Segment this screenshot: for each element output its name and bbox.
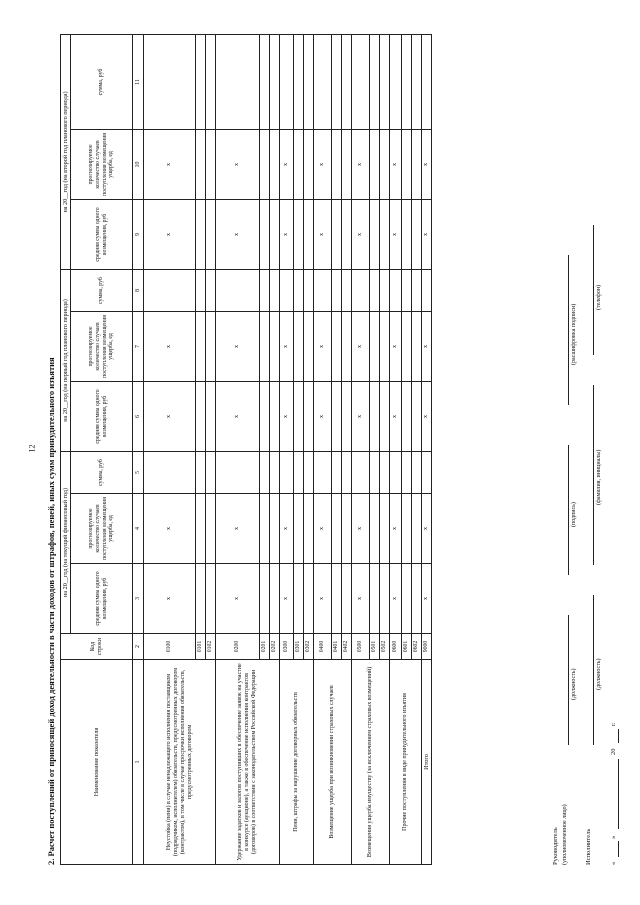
cell-x: x	[352, 494, 370, 564]
header-row-periods	[61, 34, 71, 864]
cell-x: x	[422, 494, 432, 564]
cell-empty[interactable]	[314, 269, 332, 311]
row-code: 0500	[352, 634, 370, 660]
signature-caption: (подпись)	[571, 502, 577, 527]
table-row	[280, 34, 294, 864]
date-year-prefix: 20	[610, 748, 617, 755]
col-num-6: 6	[133, 381, 144, 451]
cell-empty[interactable]	[144, 269, 196, 311]
header-qty-1: прогнозируемое количество случаев поступления возмещения ущерба, ед	[71, 494, 133, 564]
cell-empty[interactable]	[352, 34, 370, 129]
row-code: 0102	[206, 634, 216, 660]
page-number: 12	[27, 444, 37, 453]
column-numbers-row	[133, 34, 144, 864]
table-row	[216, 34, 260, 864]
cell-x: x	[390, 311, 402, 381]
header-code: Код строки	[61, 634, 133, 660]
phone-line[interactable]	[593, 225, 594, 355]
cell-x: x	[216, 129, 260, 199]
row-code: 0302	[304, 634, 314, 660]
table-row	[314, 34, 332, 864]
row-code: 0501	[370, 634, 380, 660]
cell-x: x	[280, 494, 294, 564]
position-caption: (должность)	[571, 668, 577, 700]
cell-x: x	[314, 494, 332, 564]
cell-x: x	[280, 199, 294, 269]
executor-position-caption: (должность)	[596, 658, 602, 690]
cell-x: x	[352, 199, 370, 269]
cell-empty[interactable]	[422, 34, 432, 129]
row-name: Возмещения ущерба имуществу (за исключением страховых возмещений)	[352, 660, 390, 865]
cell-x: x	[216, 199, 260, 269]
col-num-10: 10	[133, 129, 144, 199]
row-code: 0402	[342, 634, 352, 660]
date-open-quote: «	[610, 861, 617, 865]
row-code: 0400	[314, 634, 332, 660]
row-code: 0301	[294, 634, 304, 660]
col-num-4: 4	[133, 494, 144, 564]
cell-x: x	[422, 199, 432, 269]
cell-empty[interactable]	[280, 451, 294, 493]
cell-x: x	[216, 311, 260, 381]
cell-empty[interactable]	[144, 451, 196, 493]
row-code: 0300	[280, 634, 294, 660]
header-avg-3: средняя сумма одного возмещения, руб	[71, 199, 133, 269]
row-code: 0401	[332, 634, 342, 660]
header-period-second: на 20__год (на второй год планового периода)	[61, 34, 71, 269]
cell-empty[interactable]	[280, 269, 294, 311]
cell-x: x	[280, 381, 294, 451]
decoding-caption: (расшифровка подписи)	[571, 303, 577, 365]
cell-x: x	[144, 311, 196, 381]
signature-line[interactable]	[568, 445, 569, 575]
cell-x: x	[144, 381, 196, 451]
col-num-9: 9	[133, 199, 144, 269]
col-num-5: 5	[133, 451, 144, 493]
cell-empty[interactable]	[390, 269, 402, 311]
row-name: Удержание задатков и залогов поступивших в обеспечение заявок на участие в конкурсе (аукционе), а также в обеспечение исполнения контрактов (договоров) в соответствии с законодательством Российской Федерации	[216, 660, 280, 865]
table-row	[390, 34, 402, 864]
header-period-first: на 20__год (на первый год планового периода)	[61, 269, 71, 451]
row-code: 0202	[270, 634, 280, 660]
head-sublabel: (уполномоченное лицо)	[562, 804, 568, 865]
table-row	[144, 34, 196, 864]
col-num-8: 8	[133, 269, 144, 311]
cell-x: x	[390, 494, 402, 564]
cell-x: x	[314, 564, 332, 634]
col-num-11: 11	[133, 34, 144, 129]
executor-position-line[interactable]	[593, 595, 594, 745]
col-num-3: 3	[133, 564, 144, 634]
date-year-line[interactable]	[618, 729, 619, 743]
row-name: Пени, штрафы за нарушение договорных обязательств	[280, 660, 314, 865]
position-line[interactable]	[568, 615, 569, 745]
total-code: 9000	[422, 634, 432, 660]
cell-x: x	[422, 381, 432, 451]
cell-x: x	[280, 129, 294, 199]
table-row	[352, 34, 370, 864]
cell-empty[interactable]	[314, 451, 332, 493]
executor-label: Исполнитель	[585, 828, 592, 865]
col-num-2: 2	[133, 634, 144, 660]
total-label: Итого	[422, 660, 432, 865]
row-code: 0201	[260, 634, 270, 660]
cell-x: x	[390, 564, 402, 634]
col-num-7: 7	[133, 311, 144, 381]
header-qty-3: прогнозируемое количество случаев поступления возмещения ущерба, ед	[71, 129, 133, 199]
header-name: Наименование показателя	[61, 660, 133, 865]
cell-empty[interactable]	[216, 451, 260, 493]
row-code: 0100	[144, 634, 196, 660]
cell-x: x	[216, 494, 260, 564]
head-label: Руководитель	[552, 827, 559, 865]
cell-empty[interactable]	[352, 451, 370, 493]
cell-empty[interactable]	[280, 34, 294, 129]
cell-x: x	[314, 199, 332, 269]
cell-empty[interactable]	[390, 451, 402, 493]
cell-empty[interactable]	[144, 34, 196, 129]
header-avg-2: средняя сумма одного возмещения, руб	[71, 381, 133, 451]
cell-x: x	[144, 129, 196, 199]
cell-x: x	[352, 129, 370, 199]
date-month-line[interactable]	[618, 759, 619, 829]
cell-x: x	[390, 199, 402, 269]
cell-empty[interactable]	[422, 269, 432, 311]
fio-line[interactable]	[593, 385, 594, 565]
col-num-1: 1	[133, 660, 144, 865]
cell-x: x	[314, 311, 332, 381]
cell-x: x	[390, 381, 402, 451]
cell-x: x	[144, 564, 196, 634]
date-close-quote: »	[610, 835, 617, 839]
revenue-table	[60, 34, 432, 865]
cell-empty[interactable]	[390, 34, 402, 129]
date-day-line[interactable]	[618, 841, 619, 857]
cell-x: x	[216, 564, 260, 634]
cell-empty[interactable]	[314, 34, 332, 129]
row-code: 0601	[402, 634, 412, 660]
row-name: Возмещение ущерба при возникновении страховых случаев	[314, 660, 352, 865]
cell-x: x	[280, 311, 294, 381]
cell-x: x	[352, 311, 370, 381]
row-code: 0502	[380, 634, 390, 660]
row-code: 0200	[216, 634, 260, 660]
cell-empty[interactable]	[422, 451, 432, 493]
cell-x: x	[422, 564, 432, 634]
cell-x: x	[144, 199, 196, 269]
header-qty-2: прогнозируемое количество случаев поступления возмещения ущерба, ед	[71, 311, 133, 381]
cell-x: x	[422, 311, 432, 381]
cell-x: x	[352, 381, 370, 451]
cell-x: x	[352, 564, 370, 634]
cell-x: x	[314, 129, 332, 199]
row-code: 0101	[196, 634, 206, 660]
cell-x: x	[216, 381, 260, 451]
cell-empty[interactable]	[352, 269, 370, 311]
cell-x: x	[280, 564, 294, 634]
header-sum-1: сумма, руб	[71, 451, 133, 493]
total-row	[422, 34, 432, 864]
row-code: 0602	[412, 634, 422, 660]
section-title: 2. Расчет поступлений от приносящей доход деятельности в части доходов от штрафов, пеней, иных сумм принудительного изъятия	[46, 357, 56, 865]
phone-caption: (телефон)	[596, 284, 602, 310]
row-name: Прочие поступления в виде принудительного изъятия	[390, 660, 422, 865]
decoding-line[interactable]	[568, 255, 569, 405]
row-name: Неустойка (пени) в случае ненадлежащего исполнения поставщиком (подрядчиком, исполнителем) обязательств, предусмотренных договором (контрактом), в том числе в случае просрочки исполнения обязательств, предусмотренных договором	[144, 660, 216, 865]
cell-x: x	[144, 494, 196, 564]
fio-caption: (фамилия, инициалы)	[596, 449, 602, 505]
cell-empty[interactable]	[216, 269, 260, 311]
cell-empty[interactable]	[216, 34, 260, 129]
cell-x: x	[314, 381, 332, 451]
header-sum-2: сумма, руб	[71, 269, 133, 311]
header-period-current: на 20__год (на текущий финансовый год)	[61, 451, 71, 633]
cell-x: x	[422, 129, 432, 199]
header-avg-1: средняя сумма одного возмещения, руб	[71, 564, 133, 634]
row-code: 0600	[390, 634, 402, 660]
date-suffix: г.	[610, 722, 617, 726]
cell-x: x	[390, 129, 402, 199]
header-sum-3: сумма, руб	[71, 34, 133, 129]
